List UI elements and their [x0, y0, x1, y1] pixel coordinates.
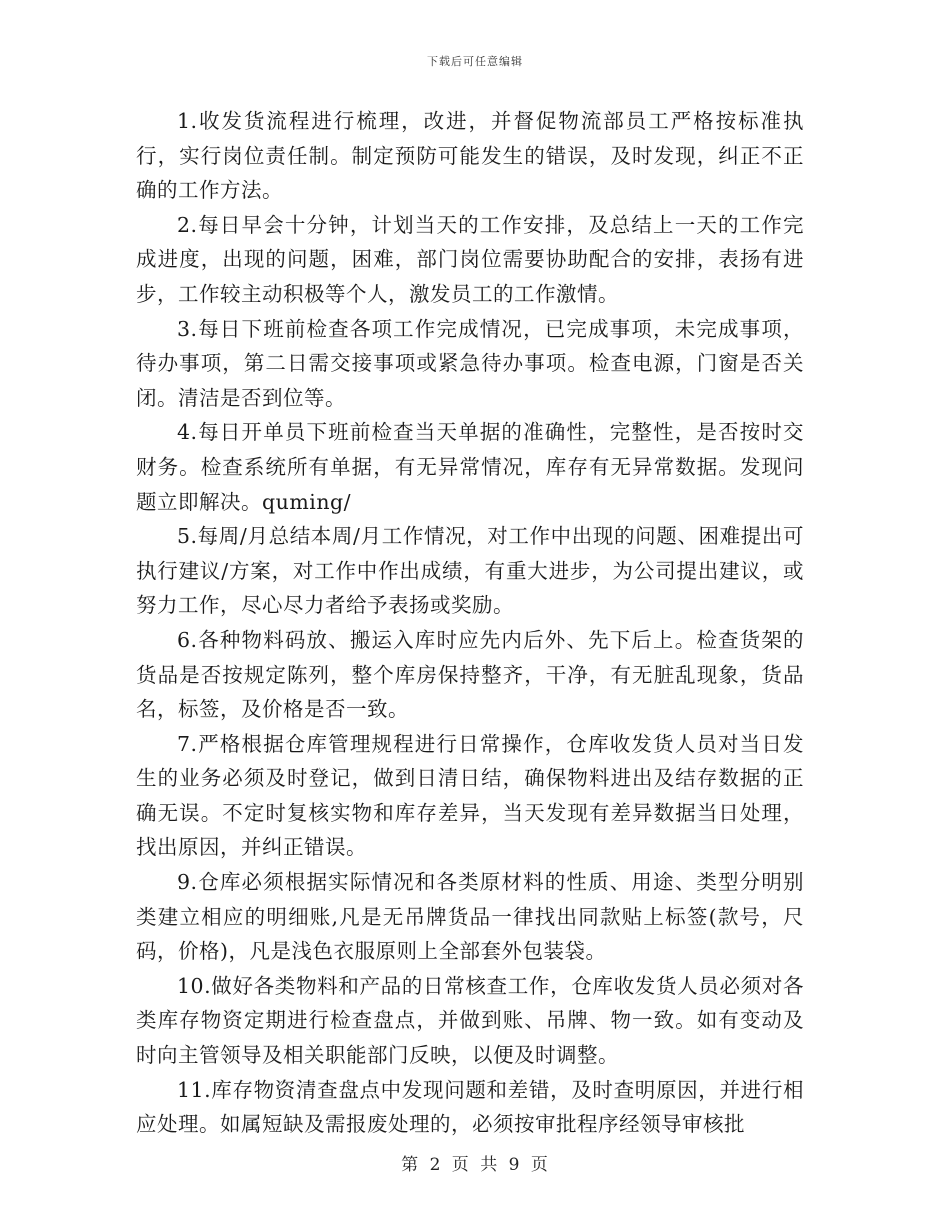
paragraph-7: 7.严格根据仓库管理规程进行日常操作，仓库收发货人员对当日发生的业务必须及时登记，做到日清日结，确保物料进出及结存数据的正确无误。不定时复核实物和库存差异，当天发现有差异数据当日处理，找出原因，并纠正错误。	[136, 731, 804, 860]
paragraph-4: 4.每日开单员下班前检查当天单据的准确性，完整性，是否按时交财务。检查系统所有单据，有无异常情况，库存有无异常数据。发现问题立即解决。quming/	[136, 420, 804, 514]
document-body	[136, 104, 804, 1142]
paragraph-1: 1.收发货流程进行梳理，改进，并督促物流部员工严格按标准执行，实行岗位责任制。制定预防可能发生的错误，及时发现，纠正不正确的工作方法。	[136, 109, 804, 203]
paragraph-11: 11.库存物资清查盘点中发现问题和差错，及时查明原因，并进行相应处理。如属短缺及需报废处理的，必须按审批程序经领导审核批	[136, 1077, 804, 1137]
paragraph-3: 3.每日下班前检查各项工作完成情况，已完成事项，未完成事项，待办事项，第二日需交接事项或紧急待办事项。检查电源，门窗是否关闭。清洁是否到位等。	[136, 316, 804, 410]
page-number-footer: 第 2 页 共 9 页	[401, 1155, 549, 1175]
paragraph-9: 9.仓库必须根据实际情况和各类原材料的性质、用途、类型分明别类建立相应的明细账,凡是无吊牌货品一律找出同款贴上标签(款号，尺码，价格)，凡是浅色衣服原则上全部套外包装袋。	[136, 870, 804, 964]
page-header: 下载后可任意编辑	[427, 55, 523, 68]
paragraph-6: 6.各种物料码放、搬运入库时应先内后外、先下后上。检查货架的货品是否按规定陈列，整个库房保持整齐，干净，有无脏乱现象，货品名，标签，及价格是否一致。	[136, 627, 804, 722]
paragraph-10: 10.做好各类物料和产品的日常核查工作，仓库收发货人员必须对各类库存物资定期进行检查盘点，并做到账、吊牌、物一致。如有变动及时向主管领导及相关职能部门反映，以便及时调整。	[136, 973, 804, 1068]
paragraph-5: 5.每周/月总结本周/月工作情况，对工作中出现的问题、困难提出可执行建议/方案，对工作中作出成绩，有重大进步，为公司提出建议，或努力工作，尽心尽力者给予表扬或奖励。	[136, 524, 804, 618]
paragraph-2: 2.每日早会十分钟，计划当天的工作安排，及总结上一天的工作完成进度，出现的问题，困难，部门岗位需要协助配合的安排，表扬有进步，工作较主动积极等个人，激发员工的工作激情。	[136, 212, 804, 306]
